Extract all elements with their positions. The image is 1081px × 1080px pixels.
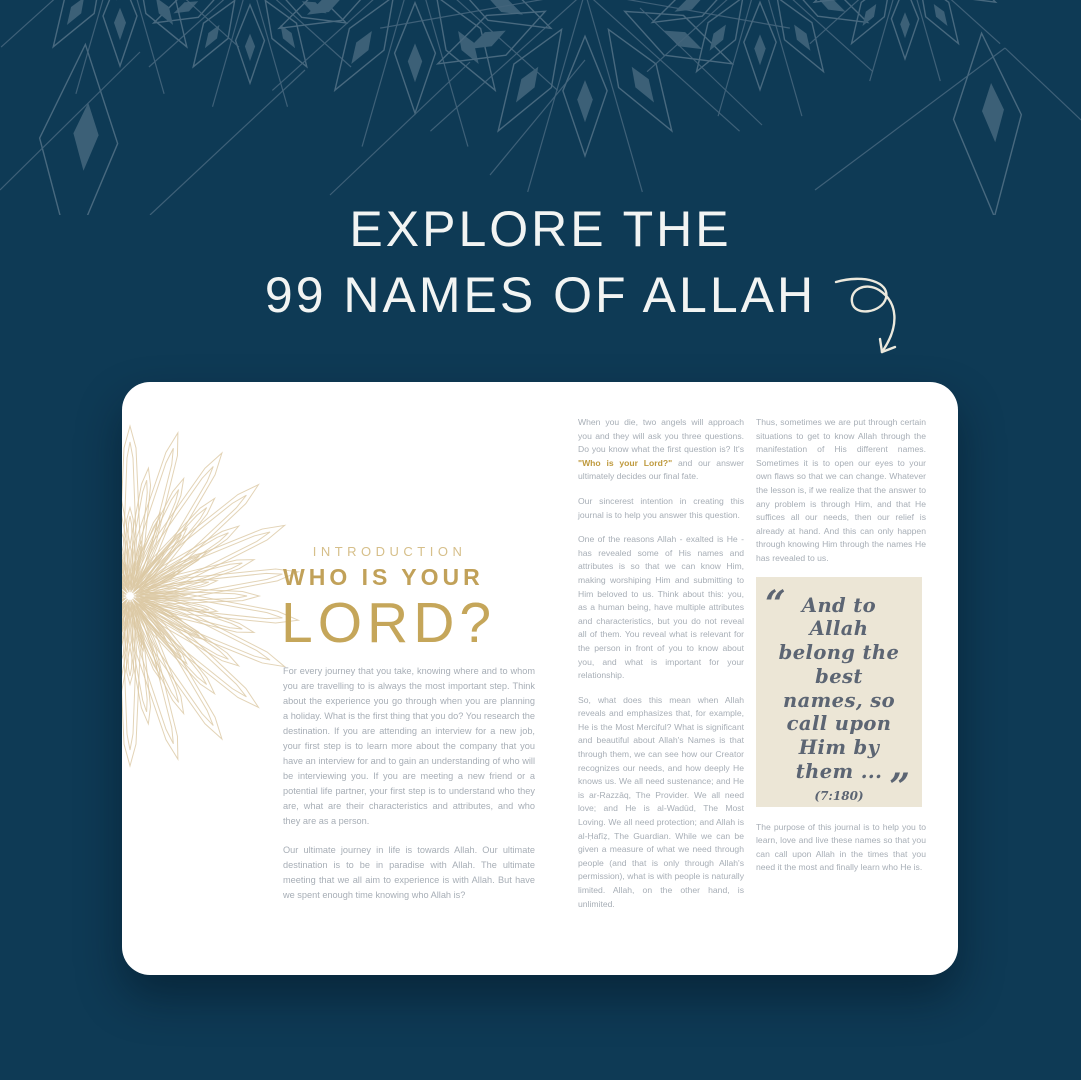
journal-page-card	[122, 382, 958, 975]
paragraph: Our ultimate journey in life is towards Allah. Our ultimate destination is to be in paradise with Allah. The ultimate meeting that we all aim to experience is with Allah. But have we spent enough time knowing who Allah is?	[283, 845, 535, 901]
paragraph: The purpose of this journal is to help you to learn, love and live these names so that you can call upon Allah in the times that you need it the most and finally learn who He is.	[756, 821, 926, 873]
quote-reference: (7:180)	[814, 788, 864, 803]
right-column	[756, 416, 926, 886]
title-line-2: 99 NAMES OF ALLAH	[264, 267, 817, 323]
paragraph: So, what does this mean when Allah reveals and emphasizes that, for example, He is the Most Merciful? What is significant and beautiful about Allah's Names is that through them, we can see how our Creator recognizes our needs, and how deeply He knows us. We all need sustenance; and He is ar-Razzāq, The Provider. We all need love; and He is al-Wadūd, The Most Loving. We all need protection; and Allah is al-Ḥafīẓ, The Guardian. While we can be given a measure of what we need through people (and that is only through Allah's permission), what is with people is naturally limited. Allah, on the other hand, is unlimited.	[578, 694, 744, 909]
heading-line-2: LORD?	[281, 591, 497, 655]
paragraph: Thus, sometimes we are put through certain situations to get to know Allah through the manifestation of His different names. Sometimes it is to open our eyes to your own flaws so that we can change. Whatever the lesson is, if we realize that the answer to any problem is through Him, and that He suffices all our needs, then our relief is already at hand. And this can only happen through knowing Him through the names He has revealed to us.	[756, 417, 926, 563]
section-heading	[281, 544, 497, 655]
open-quote-icon: “	[765, 582, 786, 625]
paragraph: One of the reasons Allah - exalted is He - has revealed some of His names and attributes is so that we can know Him, making worshiping Him and submitting to Him beloved to us. Think about this: you, as a human being, have multiple attributes and characteristics, but you do not reveal all of them. You reveal what is relevant for the person in front of you to know about you, and what is important for your relationship.	[578, 534, 744, 681]
paragraph	[578, 416, 744, 484]
highlight-text: "Who is your Lord?"	[578, 457, 673, 468]
middle-column	[578, 416, 744, 922]
paragraph: Our sincerest intention in creating this journal is to help you answer this question.	[578, 495, 744, 520]
curly-arrow-icon	[824, 268, 934, 372]
paragraph-text: When you die, two angels will approach you and they will ask you three questions. Do you know what the first question is? It's	[578, 417, 744, 455]
islamic-geometric-pattern	[0, 0, 1081, 215]
intro-column	[283, 544, 535, 917]
quote-box	[756, 577, 922, 807]
paragraph-text: and our answer ultimately decides our final fate.	[578, 457, 744, 482]
quote-text: And to Allah belong the best names, so call upon Him by them ...	[778, 593, 900, 783]
close-quote-icon: ”	[889, 765, 910, 808]
section-kicker: INTRODUCTION	[312, 544, 467, 559]
paragraph: For every journey that you take, knowing where and to whom you are travelling to is always the most important step. Think about the experience you go through when you are planning a holiday. What is the first thing that you do? You research the destination. If you are attending an interview for a new job, your first step is to learn more about the company that you have an interview for and to gain an understanding of who will be interviewing you. If you are meeting a new friend or a potential life partner, your first step is to understand who they are, what are their characteristics and attributes, and who they are as a person.	[283, 666, 535, 827]
title-line-1: EXPLORE THE	[349, 201, 732, 257]
heading-line-1: WHO IS YOUR	[283, 564, 484, 590]
